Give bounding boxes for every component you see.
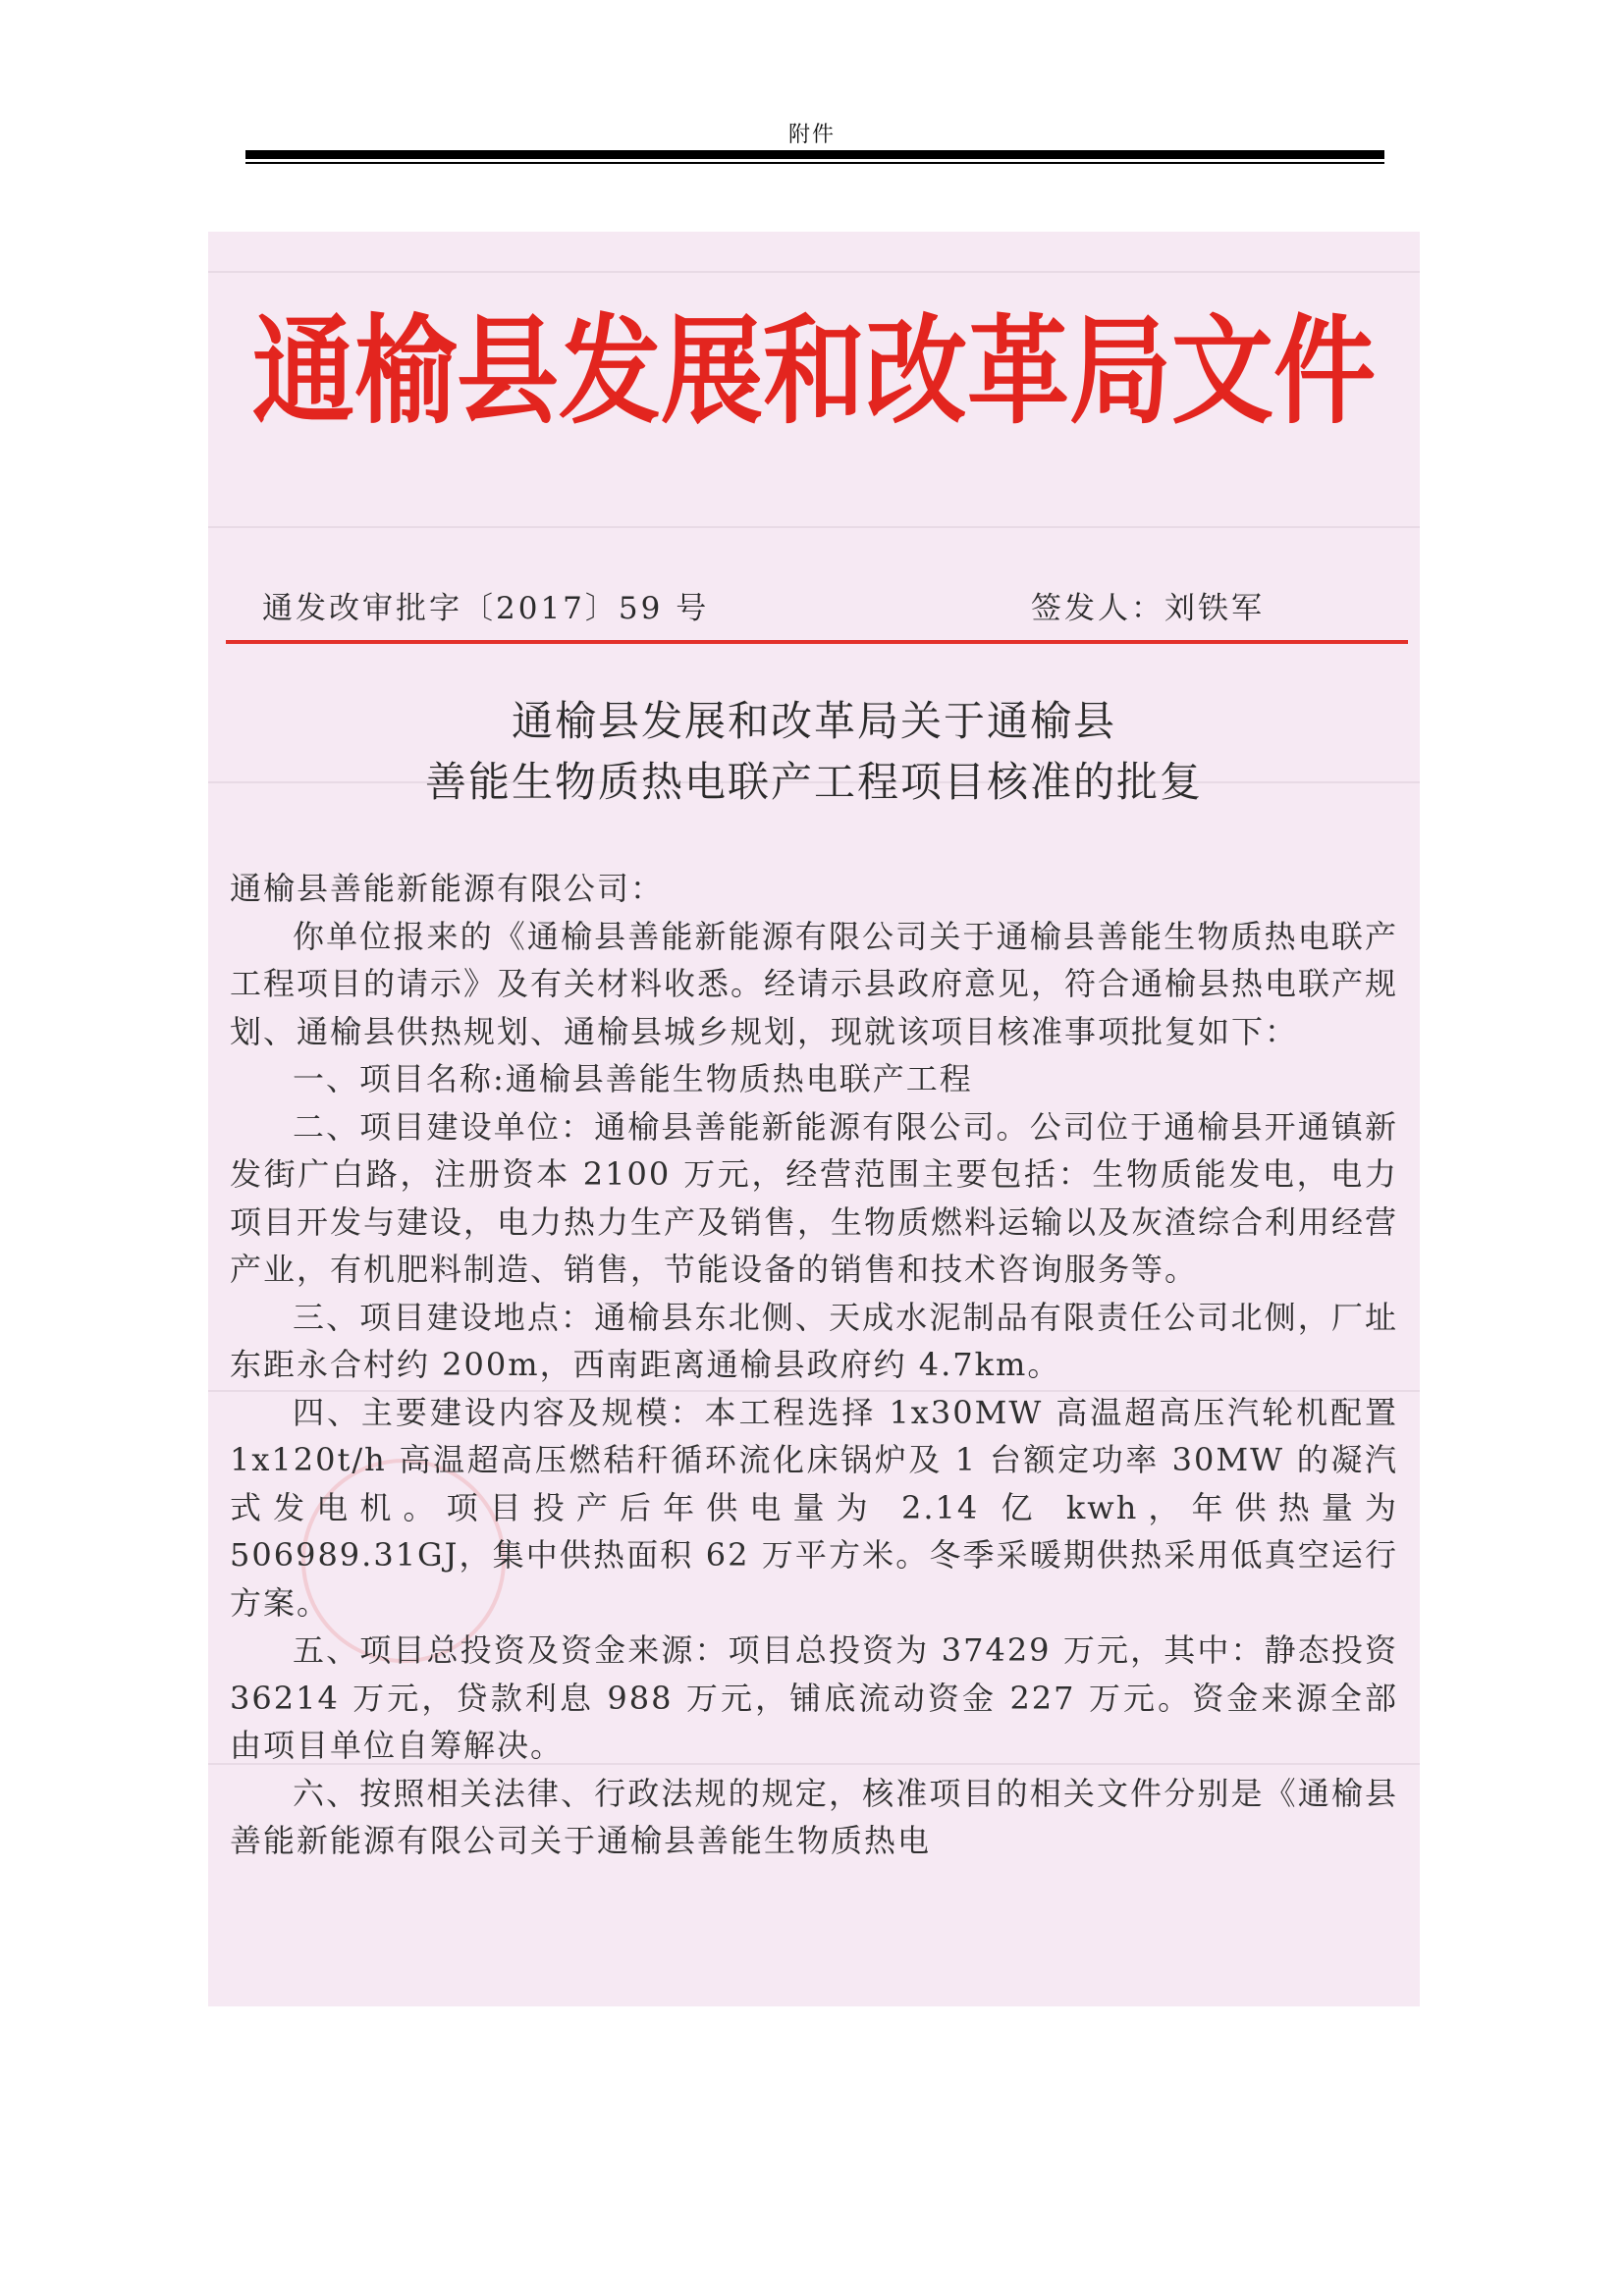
body-paragraph: 五、项目总投资及资金来源：项目总投资为 37429 万元，其中：静态投资 36214 万元，贷款利息 988 万元，铺底流动资金 227 万元。资金来源全部由项目单位自筹解决。	[230, 1631, 1398, 1764]
body-paragraph: 三、项目建设地点：通榆县东北侧、天成水泥制品有限责任公司北侧，厂址东距永合村约 200m，西南距离通榆县政府约 4.7km。	[230, 1298, 1398, 1383]
body-paragraph: 一、项目名称:通榆县善能生物质热电联产工程	[293, 1060, 973, 1097]
subject-title-line: 通榆县发展和改革局关于通榆县	[511, 697, 1116, 745]
document-number: 通发改审批字〔2017〕59 号	[262, 591, 710, 626]
signer: 签发人：刘铁军	[1031, 591, 1265, 626]
body-paragraph: 二、项目建设单位：通榆县善能新能源有限公司。公司位于通榆县开通镇新发街广白路，注册资本 2100 万元，经营范围主要包括：生物质能发电，电力项目开发与建设，电力热力生产及销售，生物质燃料运输以及灰渣综合利用经营产业，有机肥料制造、销售，节能设备的销售和技术咨询服务等。	[230, 1107, 1399, 1288]
issuer-title: 通榆县发展和改革局文件	[251, 300, 1376, 441]
subject-title-line: 善能生物质热电联产工程项目核准的批复	[424, 758, 1203, 806]
body-paragraph: 你单位报来的《通榆县善能新能源有限公司关于通榆县善能生物质热电联产工程项目的请示》及有关材料收悉。经请示县政府意见，符合通榆县热电联产规划、通榆县供热规划、通榆县城乡规划，现就该项目核准事项批复如下：	[230, 917, 1399, 1050]
header-rule-thin	[245, 162, 1384, 164]
body-text	[230, 865, 1398, 1865]
body-paragraph: 六、按照相关法律、行政法规的规定，核准项目的相关文件分别是《通榆县善能新能源有限公司关于通榆县善能生物质热电	[230, 1774, 1398, 1859]
addressee: 通榆县善能新能源有限公司：	[230, 870, 665, 907]
red-separator-rule	[226, 640, 1408, 644]
bleed-through-line	[208, 526, 1420, 528]
attachment-label: 附件	[787, 123, 836, 147]
bleed-through-line	[208, 271, 1420, 273]
subject-title	[208, 691, 1420, 813]
scanned-document	[208, 232, 1420, 2006]
body-paragraph: 四、主要建设内容及规模：本工程选择 1x30MW 高温超高压汽轮机配置 1x120t/h 高温超高压燃秸秆循环流化床锅炉及 1 台额定功率 30MW 的凝汽式发电机。项目投产后年供电量为 2.14 亿 kwh，年供热量为 506989.31GJ，集中供热面积 62 万平方米。冬季采暖期供热采用低真空运行方案。	[230, 1393, 1398, 1622]
header-rule-thick	[245, 150, 1384, 159]
